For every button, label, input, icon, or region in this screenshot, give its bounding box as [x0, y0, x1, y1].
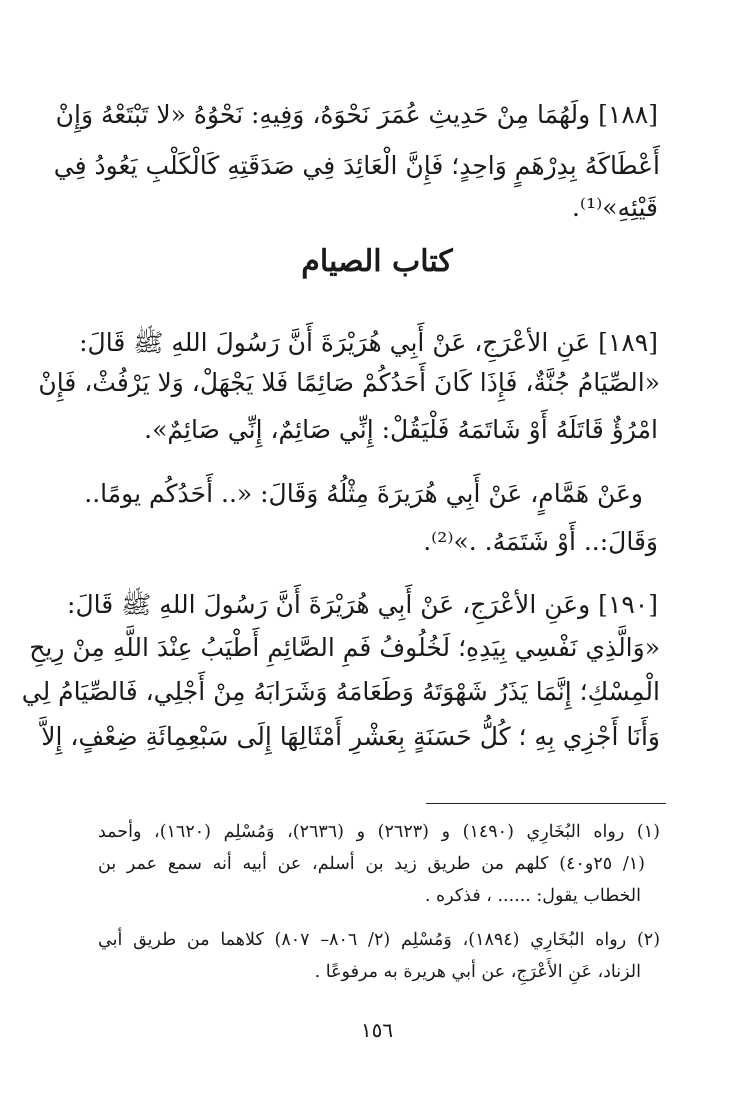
- footnote-line: (١) رواه البُخَارِي (١٤٩٠) و (٢٦٢٣) و (٢٦٣٦)، وَمُسْلِم (١٦٢٠)، وأحمد: [98, 822, 660, 842]
- text-line: [١٩٠] وعَنِ الأعْرَجِ، عَنْ أَبِي هُرَيْرَةَ أَنَّ رَسُولَ اللهِ ﷺ قَالَ:: [67, 590, 658, 619]
- text-line: وعَنْ هَمَّامٍ، عَنْ أَبِي هُرَيرَةَ مِثْلُهُ وَقَالَ: «.. أَحَدُكُم يومًا..: [84, 479, 643, 508]
- footnote-line: الزناد، عَنِ الأَعْرَجِ، عن أبي هريرة به مرفوعًا .: [314, 962, 641, 982]
- text-line: قَيْئِهِ»⁽¹⁾.: [571, 193, 658, 222]
- footnote-line: (٢) رواه البُخَارِي (١٨٩٤)، وَمُسْلِم (٢/ ٨٠٦– ٨٠٧) كلاهما من طريق أبي: [98, 930, 661, 950]
- footnote-separator: [426, 803, 666, 804]
- text-line: [١٨٨] ولَهُمَا مِنْ حَدِيثِ عُمَرَ نَحْوَهُ، وَفِيهِ: نَحْوُهُ «لا تَبْتَعْهُ وَإِنْ: [55, 100, 658, 129]
- text-line: وَقَالَ:.. أَوْ شَتَمَهُ. .»⁽²⁾.: [423, 527, 658, 556]
- text-line: الْمِسْكِ؛ إِنَّمَا يَذَرُ شَهْوَتَهُ وَطَعَامَهُ وَشَرَابَهُ مِنْ أَجْلِي، فَالصِّيَامُ لِي: [21, 677, 660, 706]
- text-line: «الصِّيَامُ جُنَّةٌ، فَإِذَا كَانَ أَحَدُكُمْ صَائِمًا فَلا يَجْهَلْ، وَلا يَرْفُثْ، فَإِنْ: [38, 368, 660, 397]
- section-heading: كتاب الصيام: [301, 244, 453, 279]
- text-line: «وَالَّذِي نَفْسِي بِيَدِهِ؛ لَخُلُوفُ فَمِ الصَّائِمِ أَطْيَبُ عِنْدَ اللَّهِ مِنْ رِيحِ: [29, 633, 660, 662]
- text-line: [١٨٩] عَنِ الأعْرَجِ، عَنْ أَبِي هُرَيْرَةَ أَنَّ رَسُولَ اللهِ ﷺ قَالَ:: [79, 328, 658, 357]
- text-line: وَأَنَا أَجْزِي بِهِ ؛ كُلُّ حَسَنَةٍ بِعَشْرِ أَمْثَالِهَا إِلَى سَبْعِمِائَةِ ضِعْفٍ، إِلاَّ: [41, 722, 660, 751]
- footnote-line: الخطاب يقول: ...... ، فذكره .: [424, 886, 641, 906]
- footnote-line: (١/ ٢٥و٤٠) كلهم من طريق زيد بن أسلم، عن أبيه أنه سمع عمر بن: [98, 854, 645, 874]
- page-number: ١٥٦: [360, 1018, 394, 1042]
- text-line: أَعْطَاكَهُ بِدِرْهَمٍ وَاحِدٍ؛ فَإِنَّ الْعَائِدَ فِي صَدَقَتِهِ كَالْكَلْبِ يَعُودُ فِي: [53, 151, 660, 180]
- text-line: امْرُؤٌ قَاتَلَهُ أَوْ شَاتَمَهُ فَلْيَقُلْ: إِنِّي صَائِمٌ، إِنِّي صَائِمٌ».: [144, 415, 658, 444]
